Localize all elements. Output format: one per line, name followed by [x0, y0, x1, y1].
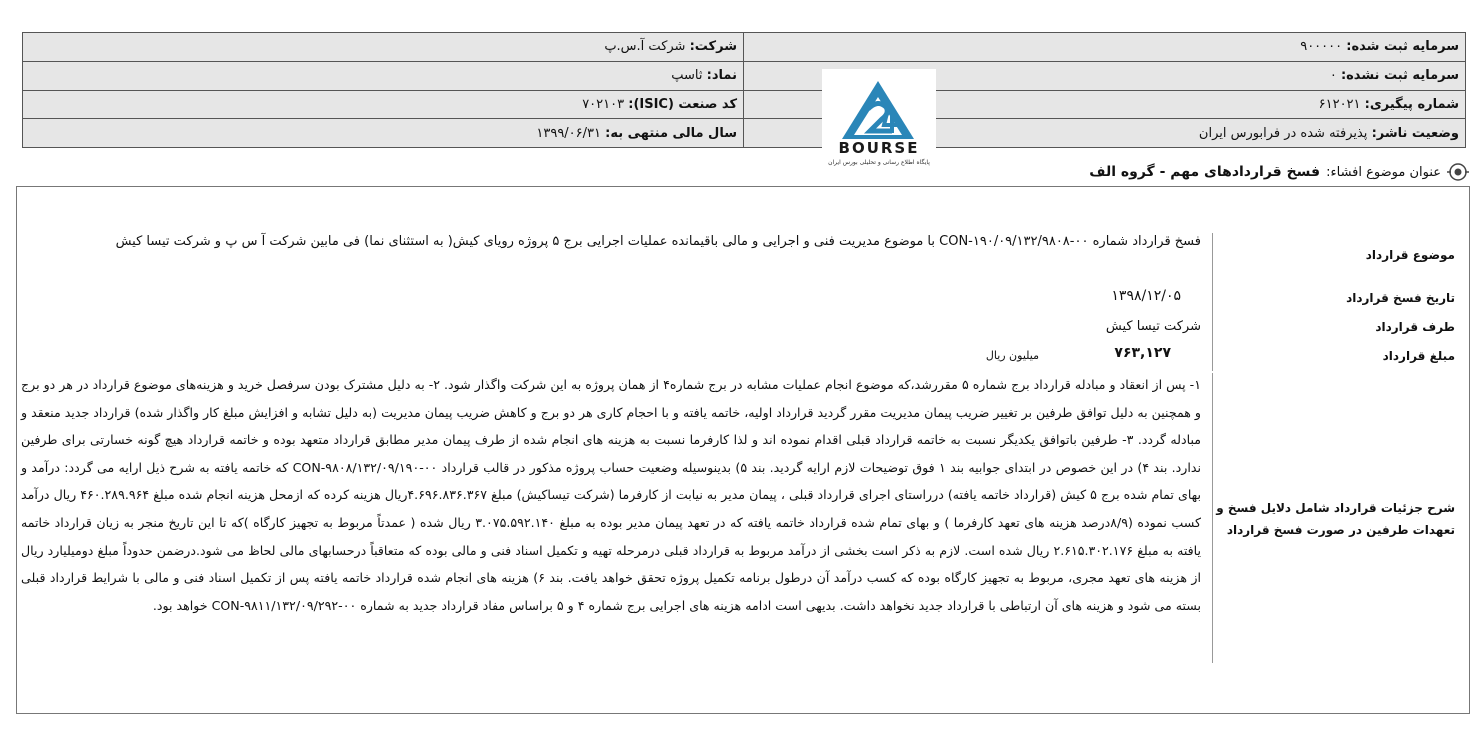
- fiscal-cell: [23, 119, 744, 148]
- logo-subtitle: پایگاه اطلاع رسانی و تحلیلی بورس ایران: [828, 159, 930, 166]
- amount-label: مبلغ قرارداد: [1382, 349, 1455, 363]
- isic-value: ۷۰۲۱۰۳: [582, 96, 625, 112]
- divider-details: [1212, 373, 1213, 663]
- capital-registered-cell: [744, 33, 1466, 62]
- company-cell: [23, 33, 744, 62]
- title-prefix: عنوان موضوع افشاء:: [1326, 164, 1441, 180]
- header-row-company: [23, 33, 1466, 62]
- fiscal-value: ۱۳۹۹/۰۶/۳۱: [536, 125, 601, 141]
- publisher-label: وضعیت ناشر:: [1371, 125, 1459, 141]
- isic-label: کد صنعت (ISIC):: [628, 96, 737, 112]
- amount-value: ۷۶۳,۱۲۷: [1114, 345, 1171, 361]
- company-label: شرکت:: [689, 39, 737, 55]
- isic-cell: [23, 90, 744, 119]
- date-value: ۱۳۹۸/۱۲/۰۵: [1111, 288, 1181, 304]
- company-value: شرکت آ.س.پ: [604, 39, 686, 55]
- bourse-logo: [822, 69, 936, 180]
- tracking-label: شماره پیگیری:: [1364, 96, 1459, 112]
- symbol-label: نماد:: [706, 68, 737, 84]
- capital-unregistered-value: ۰: [1329, 68, 1337, 84]
- party-value: شرکت تیسا کیش: [1105, 319, 1201, 334]
- capital-registered-value: ۹۰۰۰۰۰: [1300, 39, 1343, 55]
- party-label: طرف قرارداد: [1375, 320, 1455, 334]
- tracking-value: ۶۱۲۰۲۱: [1318, 96, 1361, 112]
- symbol-value: ثاسپ: [671, 68, 703, 84]
- subject-value: فسخ قرارداد شماره ۰۰-CON-۱۹۰/۰۹/۱۳۲/۹۸۰۸ با موضوع مدیریت فنی و اجرایی و مالی باقیمانده عملیات اجرایی برج ۵ پروژه رویای کیش( به استثنای نما) فی مابین شرکت آ س پ و شرکت تیسا کیش: [115, 234, 1201, 249]
- bourse-logo-mark-icon: [842, 79, 916, 145]
- divider-top: [1212, 233, 1213, 371]
- disclosure-title: [1089, 160, 1469, 184]
- capital-registered-label: سرمایه ثبت شده:: [1346, 39, 1459, 55]
- fiscal-label: سال مالی منتهی به:: [605, 125, 737, 141]
- company-info-table: [22, 32, 1466, 148]
- subject-label: موضوع قرارداد: [1365, 248, 1455, 262]
- logo-word: BOURSE: [838, 139, 920, 157]
- contract-details-box: [16, 186, 1470, 714]
- capital-unregistered-label: سرمایه ثبت نشده:: [1340, 68, 1459, 84]
- header-row-fiscal: [23, 119, 1466, 148]
- symbol-cell: [23, 61, 744, 90]
- target-bullet-icon: [1447, 161, 1469, 183]
- date-label: تاریخ فسخ قرارداد: [1346, 291, 1455, 305]
- publisher-value: پذیرفته شده در فرابورس ایران: [1198, 125, 1368, 141]
- page-title: فسخ قراردادهای مهم - گروه الف: [1089, 164, 1321, 180]
- header-row-isic: [23, 90, 1466, 119]
- amount-unit: میلیون ریال: [985, 349, 1039, 362]
- header-row-symbol: [23, 61, 1466, 90]
- details-label: شرح جزئیات قرارداد شامل دلایل فسخ و تعهدات طرفین در صورت فسخ قرارداد: [1216, 501, 1455, 537]
- details-value: ۱- پس از انعقاد و مبادله قرارداد برج شماره ۵ مقررشد،که موضوع انجام عملیات مشابه در برج شماره۴ از همان پروژه به این شرکت واگذار شود. ۲- به دلیل مشترک بودن سرفصل خرید و هزینه‌های موضوع قرارداد در هر دو برج و همچنین به دلیل توافق طرفین بر تغییر ضریب پیمان مدیریت مقرر گردید قرارداد اولیه، خاتمه یافته و با احجام کاری هر دو برج و کاهش ضریب پیمان مدیریت (به دلیل تشابه و افزایش مبلغ کار واگذار شده) قرارداد جدید منعقد و مبادله گردد. ۳- طرفین باتوافق یکدیگر نسبت به خاتمه قرارداد قبلی اقدام نموده اند و لذا کارفرما نسبت به هزینه های انجام شده از طرف پیمان مدیر مطابق قرارداد متعهد بوده و خاتمه قرارداد هیچ گونه خسارتی برای طرفین ندارد. بند ۴) در این خصوص در ابتدای جوابیه بند ۱ فوق توضیحات لازم ارایه گردید. بند ۵) بدینوسیله وضعیت حساب پروژه مذکور در قالب قرارداد ۰۰-CON-۹۸۰۸/۱۳۲/۰۹/۱۹۰ که خاتمه یافته به شرح ذیل ارایه می گردد: درآمد و بهای تمام شده برج ۵ کیش (قرارداد خاتمه یافته) درراستای اجرای قرارداد قبلی ، پیمان مدیر به نیابت از کارفرما (شرکت تیساکیش) مبلغ ۴.۶۹۶.۸۳۶.۳۶۷ریال هزینه کرده که ازمحل هزینه انجام شده مبلغ ۴۶۰.۲۸۹.۹۶۴ ریال درآمد کسب نموده (۸/۹درصد هزینه های تعهد کارفرما ) و بهای تمام شده قرارداد خاتمه یافته که در تعهد پیمان مدیر بوده به مبلغ ۳.۰۷۵.۵۹۲.۱۴۰ ریال شده ( عمدتاً مربوط به تجهیز کارگاه )که تا این تاریخ منجر به زیان قرارداد خاتمه یافته به مبلغ ۲.۶۱۵.۳۰۲.۱۷۶ ریال شده است. لازم به ذکر است بخشی از درآمد مربوط به قرارداد قبلی درمرحله تهیه و تکمیل اسناد فنی و مالی بوده که متعاقباً درحسابهای مالی لحاظ می شود.درضمن حدوداً مبلغ دومیلیارد ریال از هزینه های تعهد مجری، مربوط به تجهیز کارگاه بوده که کسب درآمد آن درطول برنامه تکمیل پروژه تحقق خواهد یافت. بند ۶) هزینه های انجام شده قرارداد خاتمه یافته پس از تکمیل اسناد فنی و مالی با شرایط قرارداد قبلی بسته می شود و هزینه های آن ارتباطی با قرارداد جدید نخواهد داشت. بدیهی است ادامه هزینه های اجرایی برج شماره ۴ و ۵ براساس مفاد قرارداد جدید به شماره ۰۰-CON-۹۸۱۱/۱۳۲/۰۹/۲۹۲ خواهد بود.: [21, 377, 1202, 613]
